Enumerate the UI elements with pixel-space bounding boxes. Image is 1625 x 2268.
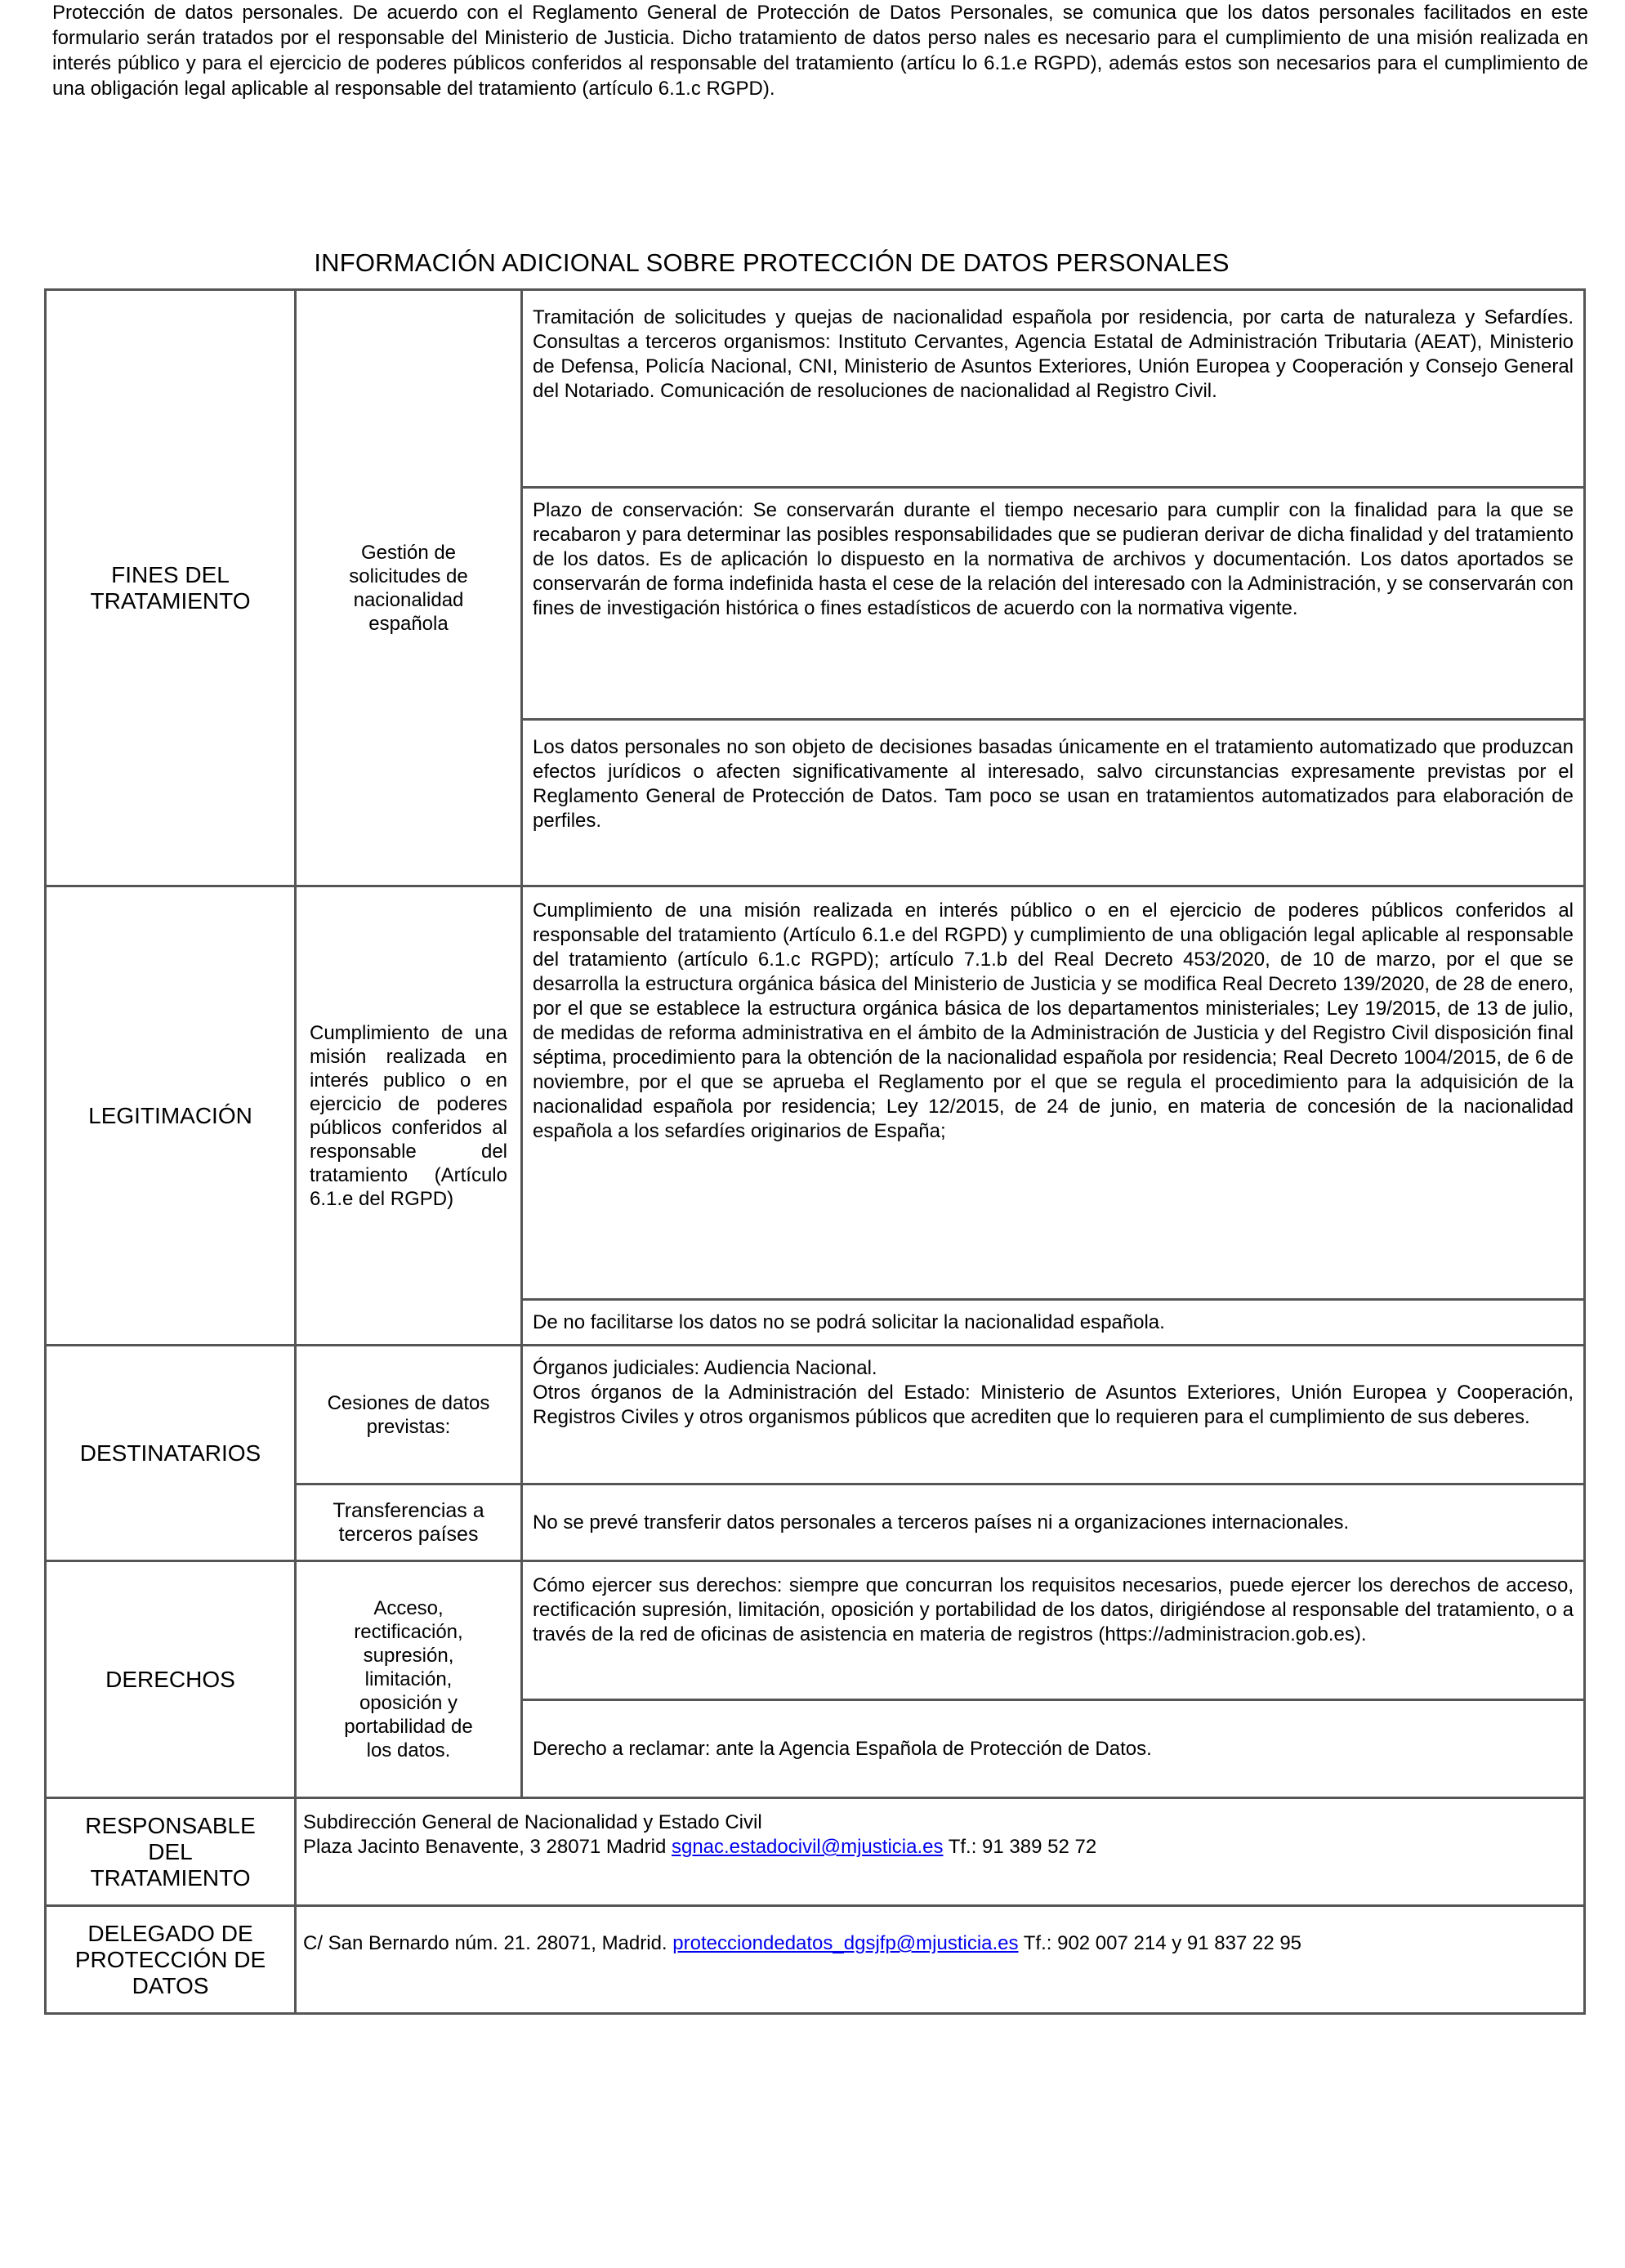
responsable-content — [296, 1798, 1585, 1906]
table-row — [46, 290, 1585, 488]
responsable-header-label: RESPONSABLE DEL TRATAMIENTO — [85, 1812, 256, 1891]
fines-p2: Plazo de conservación: Se conservarán durante el tiempo necesario para cumplir con la finalidad para la que se recabaron y para determinar las posibles responsabilidades que se pudieran derivar de dicha finalidad y del tratamiento de los datos. Es de aplicación lo dispuesto en la normativa de archivos y documentación. Los datos aportados se conservarán de forma indefinida hasta el cese de la relación del interesado con la Administración, y se conservarán con fines de investigación histórica o fines estadísticos de acuerdo con la normativa vigente. — [522, 488, 1585, 720]
delegado-header-label: DELEGADO DE PROTECCIÓN DE DATOS — [74, 1920, 266, 1998]
destinatarios-p1a: Órganos judiciales: Audiencia Nacional. — [533, 1357, 877, 1379]
destinatarios-sub2 — [296, 1484, 522, 1561]
table-row — [46, 1798, 1585, 1906]
page-title: INFORMACIÓN ADICIONAL SOBRE PROTECCIÓN DE DATOS PERSONALES — [314, 248, 1230, 277]
destinatarios-sub2-label: Transferencias a terceros países — [333, 1498, 484, 1546]
intro-paragraph — [52, 0, 1588, 101]
responsable-phone: Tf.: 91 389 52 72 — [943, 1836, 1097, 1858]
legitimacion-sub: Cumplimiento de una misión realizada en interés publico o en ejercicio de poderes públicos conferidos al responsable del tratamiento (Artículo 6.1.e del RGPD) — [296, 886, 522, 1346]
destinatarios-header: DESTINATARIOS — [46, 1346, 296, 1561]
destinatarios-p1 — [522, 1346, 1585, 1484]
fines-sub — [296, 290, 522, 886]
derechos-sub-label: Acceso, rectificación, supresión, limitación, oposición y portabilidad de los datos. — [344, 1597, 473, 1761]
delegado-email-link[interactable]: protecciondedatos_dgsjfp@mjusticia.es — [672, 1932, 1019, 1954]
fines-sub-label: Gestión de solicitudes de nacionalidad española — [349, 541, 468, 635]
table-row — [46, 1906, 1585, 2014]
fines-header-label: FINES DEL TRATAMIENTO — [90, 561, 251, 614]
delegado-phone: Tf.: 902 007 214 y 91 837 22 95 — [1018, 1932, 1302, 1954]
derechos-p1: Cómo ejercer sus derechos: siempre que concurran los requisitos necesarios, puede ejercer los derechos de acceso, rectificación supresión, limitación, oposición y portabilidad de los datos, dirigiéndose al responsable del tratamiento, o a través de la red de oficinas de asistencia en materia de registros (https://administracion.gob.es). — [522, 1561, 1585, 1700]
delegado-address: C/ San Bernardo núm. 21. 28071, Madrid. — [303, 1932, 673, 1954]
destinatarios-p2: No se prevé transferir datos personales a terceros países ni a organizaciones internacionales. — [522, 1484, 1585, 1561]
delegado-header — [46, 1906, 296, 2014]
destinatarios-sub1-label: Cesiones de datos previstas: — [327, 1391, 490, 1438]
legitimacion-p1: Cumplimiento de una misión realizada en interés público o en el ejercicio de poderes públicos conferidos al responsable del tratamiento (Artículo 6.1.e del RGPD) y cumplimiento de una obligación legal aplicable al responsable del tratamiento (artículo 6.1.c RGPD); artículo 7.1.b del Real Decreto 453/2020, de 10 de marzo, por el que se desarrolla la estructura orgánica básica del Ministerio de Justicia y se modifica Real Decreto 139/2020, de 28 de enero, por el que se establece la estructura orgánica básica de los departamentos ministeriales; Ley 19/2015, de 13 de julio, de medidas de reforma administrativa en el ámbito de la Administración de Justicia y del Registro Civil disposición final séptima, procedimiento para la obtención de la nacionalidad española por residencia; Real Decreto 1004/2015, de 6 de noviembre, por el que se aprueba el Reglamento por el que se regula el procedimiento para la adquisición de la nacionalidad española por residencia; Ley 12/2015, de 24 de junio, en materia de concesión de la nacionalidad española a los sefardíes originarios de España; — [522, 886, 1585, 1300]
fines-p1: Tramitación de solicitudes y quejas de nacionalidad española por residencia, por carta de naturaleza y Sefardíes. Consultas a terceros organismos: Instituto Cervantes, Agencia Estatal de Administración Tributaria (AEAT), Ministerio de Defensa, Policía Nacional, CNI, Ministerio de Asuntos Exteriores, Unión Europea y Cooperación y Consejo General del Notariado. Comunicación de resoluciones de nacionalidad al Registro Civil. — [522, 290, 1585, 488]
legitimacion-p2: De no facilitarse los datos no se podrá solicitar la nacionalidad española. — [522, 1300, 1585, 1346]
derechos-header: DERECHOS — [46, 1561, 296, 1798]
responsable-header — [46, 1798, 296, 1906]
fines-p3: Los datos personales no son objeto de decisiones basadas únicamente en el tratamiento automatizado que produzcan efectos jurídicos o afecten significativamente al interesado, salvo circunstancias expresamente previstas por el Reglamento General de Protección de Datos. Tam poco se usan en tratamientos automatizados para elaboración de perfiles. — [522, 720, 1585, 886]
responsable-address: Plaza Jacinto Benavente, 3 28071 Madrid — [303, 1836, 672, 1858]
responsable-line1: Subdirección General de Nacionalidad y Estado Civil — [303, 1811, 762, 1833]
legitimacion-header: LEGITIMACIÓN — [46, 886, 296, 1346]
table-row — [46, 1346, 1585, 1484]
derechos-sub — [296, 1561, 522, 1798]
destinatarios-p1b: Otros órganos de la Administración del Estado: Ministerio de Asuntos Exteriores, Unión Europea y Cooperación, Registros Civiles y otros organismos públicos que acrediten que lo requieren para el cumplimiento de sus deberes. — [533, 1382, 1574, 1428]
destinatarios-sub1 — [296, 1346, 522, 1484]
intro-text: Protección de datos personales. De acuerdo con el Reglamento General de Protección de Datos Personales, se comunica que los datos personales facilitados en este formulario serán tratados por el responsable del Ministerio de Justicia. Dicho tratamiento de datos perso nales es necesario para el cumplimiento de una misión realizada en interés público y para el ejercicio de poderes públicos conferidos al responsable del tratamiento (artícu lo 6.1.e RGPD), además estos son necesarios para el cumplimiento de una obligación legal aplicable al responsable del tratamiento (artículo 6.1.c RGPD). — [52, 2, 1588, 100]
delegado-content — [296, 1906, 1585, 2014]
table-row — [46, 1561, 1585, 1700]
table-row — [46, 886, 1585, 1300]
responsable-line2 — [303, 1835, 1577, 1859]
responsable-email-link[interactable]: sgnac.estadocivil@mjusticia.es — [671, 1836, 944, 1858]
derechos-p2: Derecho a reclamar: ante la Agencia Española de Protección de Datos. — [522, 1700, 1585, 1798]
fines-header — [46, 290, 296, 886]
data-protection-table — [44, 288, 1586, 2015]
